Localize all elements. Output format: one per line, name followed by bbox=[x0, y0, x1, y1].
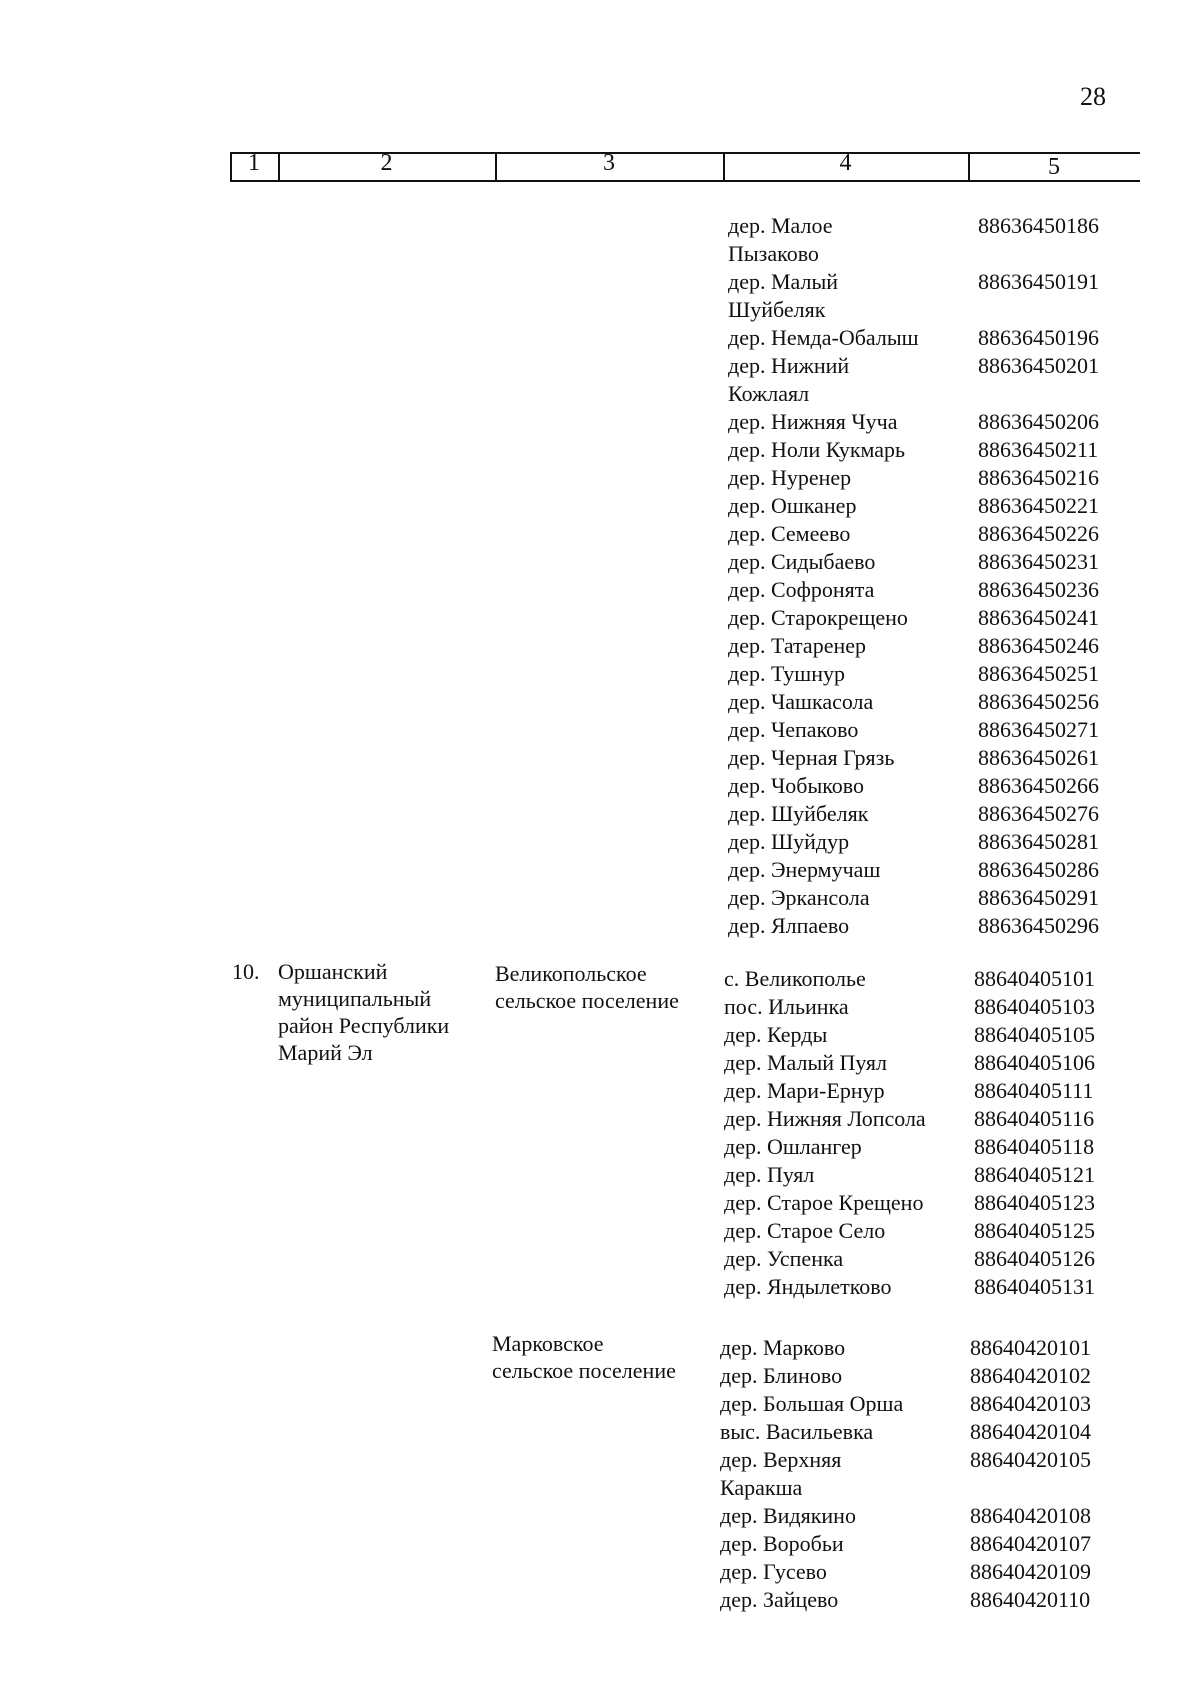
table-row bbox=[728, 548, 1099, 576]
oktmo-code: 88636450276 bbox=[978, 801, 1099, 826]
locality-name: дер. Татаренер bbox=[728, 633, 866, 658]
locality-name: дер. Блиново bbox=[720, 1363, 843, 1388]
locality-name: дер. Эркансола bbox=[728, 885, 870, 910]
locality-name: дер. Сидыбаево bbox=[728, 549, 876, 574]
table-row bbox=[728, 744, 1099, 772]
oktmo-code: 88636450226 bbox=[978, 521, 1099, 546]
table-row bbox=[724, 993, 1095, 1021]
continued-settlement-list bbox=[728, 212, 1099, 940]
locality-name: дер. Софронята bbox=[728, 577, 875, 602]
locality-name: пос. Ильинка bbox=[724, 994, 849, 1019]
settlement-name: Марковское сельское поселение bbox=[492, 1331, 676, 1383]
locality-name: дер. Ялпаево bbox=[728, 913, 850, 938]
locality-name: дер. Семеево bbox=[728, 521, 851, 546]
oktmo-code: 88636450196 bbox=[978, 325, 1099, 350]
page-number: 28 bbox=[1080, 82, 1106, 111]
table-row bbox=[728, 800, 1099, 828]
table-row bbox=[728, 912, 1099, 940]
oktmo-code: 88636450201 bbox=[978, 353, 1099, 378]
oktmo-code: 88640405106 bbox=[974, 1050, 1095, 1075]
locality-name: дер. Гусево bbox=[720, 1559, 827, 1584]
locality-name: дер. Шуйбеляк bbox=[728, 801, 869, 826]
locality-name: дер. Верхняя Каракша bbox=[720, 1447, 842, 1500]
table-row bbox=[724, 1133, 1095, 1161]
locality-name: дер. Ноли Кукмарь bbox=[728, 437, 906, 462]
locality-name: дер. Старое Крещено bbox=[724, 1190, 924, 1215]
oktmo-code: 88640405123 bbox=[974, 1190, 1095, 1215]
table-row bbox=[720, 1530, 1091, 1558]
oktmo-code: 88640420102 bbox=[970, 1363, 1091, 1388]
table-row bbox=[728, 772, 1099, 800]
oktmo-code: 88640420104 bbox=[970, 1419, 1091, 1444]
oktmo-code: 88636450266 bbox=[978, 773, 1099, 798]
table-row bbox=[728, 660, 1099, 688]
oktmo-code: 88636450211 bbox=[978, 437, 1099, 462]
locality-name: дер. Пуял bbox=[724, 1162, 815, 1187]
oktmo-code: 88636450186 bbox=[978, 213, 1099, 238]
locality-name: дер. Ошканер bbox=[728, 493, 857, 518]
table-row bbox=[724, 1161, 1095, 1189]
column-header-3: 3 bbox=[603, 150, 615, 176]
locality-name: дер. Мари-Ернур bbox=[724, 1078, 885, 1103]
oktmo-code: 88640405125 bbox=[974, 1218, 1095, 1243]
oktmo-code: 88636450191 bbox=[978, 269, 1099, 294]
oktmo-code: 88640420109 bbox=[970, 1559, 1091, 1584]
locality-name: дер. Чепаково bbox=[728, 717, 859, 742]
oktmo-code: 88636450216 bbox=[978, 465, 1099, 490]
table-row bbox=[720, 1586, 1091, 1614]
oktmo-code: 88636450291 bbox=[978, 885, 1099, 910]
oktmo-code: 88640420108 bbox=[970, 1503, 1091, 1528]
oktmo-code: 88640405101 bbox=[974, 966, 1095, 991]
oktmo-code: 88640405116 bbox=[974, 1106, 1095, 1131]
oktmo-code: 88636450271 bbox=[978, 717, 1099, 742]
district-name: Оршанский муниципальный район Республики Марий Эл bbox=[278, 959, 450, 1065]
oktmo-code: 88640405121 bbox=[974, 1162, 1095, 1187]
oktmo-code: 88636450256 bbox=[978, 689, 1099, 714]
table-row bbox=[728, 632, 1099, 660]
locality-name: дер. Зайцево bbox=[720, 1587, 839, 1612]
oktmo-code: 88640420110 bbox=[970, 1587, 1091, 1612]
table-row bbox=[728, 408, 1099, 436]
table-row bbox=[724, 1021, 1095, 1049]
table-row bbox=[728, 436, 1099, 464]
locality-name: дер. Нижняя Лопсола bbox=[724, 1106, 926, 1131]
table-row bbox=[724, 965, 1095, 993]
locality-name: дер. Малое Пызаково bbox=[728, 213, 833, 266]
locality-name: дер. Старокрещено bbox=[728, 605, 908, 630]
oktmo-code: 88640420105 bbox=[970, 1447, 1091, 1472]
table-row bbox=[728, 828, 1099, 856]
locality-name: дер. Чашкасола bbox=[728, 689, 874, 714]
table-row bbox=[724, 1245, 1095, 1273]
table-row bbox=[720, 1362, 1091, 1390]
table-row bbox=[728, 520, 1099, 548]
column-header-4: 4 bbox=[839, 150, 852, 176]
oktmo-code: 88640405126 bbox=[974, 1246, 1095, 1271]
locality-name: дер. Малый Пуял bbox=[724, 1050, 887, 1075]
table-row bbox=[728, 464, 1099, 492]
locality-name: дер. Шуйдур bbox=[728, 829, 850, 854]
oktmo-code: 88640405105 bbox=[974, 1022, 1095, 1047]
settlement-name: Великопольское сельское поселение bbox=[495, 961, 679, 1013]
oktmo-code: 88636450281 bbox=[978, 829, 1099, 854]
oktmo-code: 88640405103 bbox=[974, 994, 1095, 1019]
table-row bbox=[724, 1217, 1095, 1245]
locality-name: дер. Немда-Обалыш bbox=[728, 325, 919, 350]
oktmo-code: 88636450286 bbox=[978, 857, 1099, 882]
locality-name: дер. Воробьи bbox=[720, 1531, 844, 1556]
oktmo-code: 88640420103 bbox=[970, 1391, 1091, 1416]
oktmo-code: 88640405131 bbox=[974, 1274, 1095, 1299]
locality-name: дер. Нуренер bbox=[728, 465, 852, 490]
locality-name: выс. Васильевка bbox=[720, 1419, 874, 1444]
oktmo-code: 88640420101 bbox=[970, 1335, 1091, 1360]
locality-name: дер. Керды bbox=[724, 1022, 828, 1047]
settlement-list bbox=[720, 1334, 1091, 1614]
locality-name: дер. Нижняя Чуча bbox=[728, 409, 898, 434]
district-number: 10. bbox=[232, 959, 260, 984]
table-row bbox=[720, 1558, 1091, 1586]
table-row bbox=[720, 1390, 1091, 1418]
locality-name: дер. Нижний Кожлаял bbox=[728, 353, 850, 406]
table-row bbox=[728, 884, 1099, 912]
oktmo-code: 88636450246 bbox=[978, 633, 1099, 658]
oktmo-code: 88636450296 bbox=[978, 913, 1099, 938]
table-row bbox=[720, 1502, 1091, 1530]
locality-name: дер. Энермучаш bbox=[728, 857, 881, 882]
table-row bbox=[720, 1334, 1091, 1362]
locality-name: дер. Старое Село bbox=[724, 1218, 886, 1243]
oktmo-code: 88636450236 bbox=[978, 577, 1099, 602]
locality-name: дер. Ошлангер bbox=[724, 1134, 862, 1159]
locality-name: дер. Видякино bbox=[720, 1503, 856, 1528]
oktmo-code: 88636450231 bbox=[978, 549, 1099, 574]
column-header-5: 5 bbox=[1048, 154, 1060, 180]
table-row bbox=[728, 212, 1099, 268]
table-row bbox=[728, 268, 1099, 324]
locality-name: дер. Успенка bbox=[724, 1246, 844, 1271]
locality-name: дер. Яндылетково bbox=[724, 1274, 892, 1299]
locality-name: дер. Большая Орша bbox=[720, 1391, 904, 1416]
locality-name: дер. Малый Шуйбеляк bbox=[728, 269, 839, 322]
locality-name: дер. Тушнур bbox=[728, 661, 846, 686]
table-row bbox=[728, 576, 1099, 604]
table-row bbox=[724, 1189, 1095, 1217]
oktmo-code: 88640420107 bbox=[970, 1531, 1091, 1556]
table-row bbox=[724, 1049, 1095, 1077]
table-row bbox=[724, 1273, 1095, 1301]
table-row bbox=[728, 492, 1099, 520]
locality-name: с. Великополье bbox=[724, 966, 866, 991]
table-row bbox=[720, 1446, 1091, 1502]
oktmo-code: 88636450206 bbox=[978, 409, 1099, 434]
table-row bbox=[724, 1077, 1095, 1105]
locality-name: дер. Черная Грязь bbox=[728, 745, 895, 770]
table-row bbox=[728, 324, 1099, 352]
oktmo-code: 88636450261 bbox=[978, 745, 1099, 770]
table-row bbox=[728, 688, 1099, 716]
table-row bbox=[720, 1418, 1091, 1446]
oktmo-code: 88636450251 bbox=[978, 661, 1099, 686]
settlement-list bbox=[724, 965, 1095, 1301]
oktmo-code: 88636450241 bbox=[978, 605, 1099, 630]
table-row bbox=[728, 716, 1099, 744]
table-row bbox=[724, 1105, 1095, 1133]
table-row bbox=[728, 604, 1099, 632]
table-row bbox=[728, 352, 1099, 408]
locality-name: дер. Чобыково bbox=[728, 773, 865, 798]
column-header-1: 1 bbox=[248, 150, 260, 176]
oktmo-code: 88636450221 bbox=[978, 493, 1099, 518]
oktmo-code: 88640405111 bbox=[974, 1078, 1094, 1103]
oktmo-code: 88640405118 bbox=[974, 1134, 1095, 1159]
column-header-2: 2 bbox=[380, 150, 393, 176]
table-row bbox=[728, 856, 1099, 884]
locality-name: дер. Марково bbox=[720, 1335, 846, 1360]
